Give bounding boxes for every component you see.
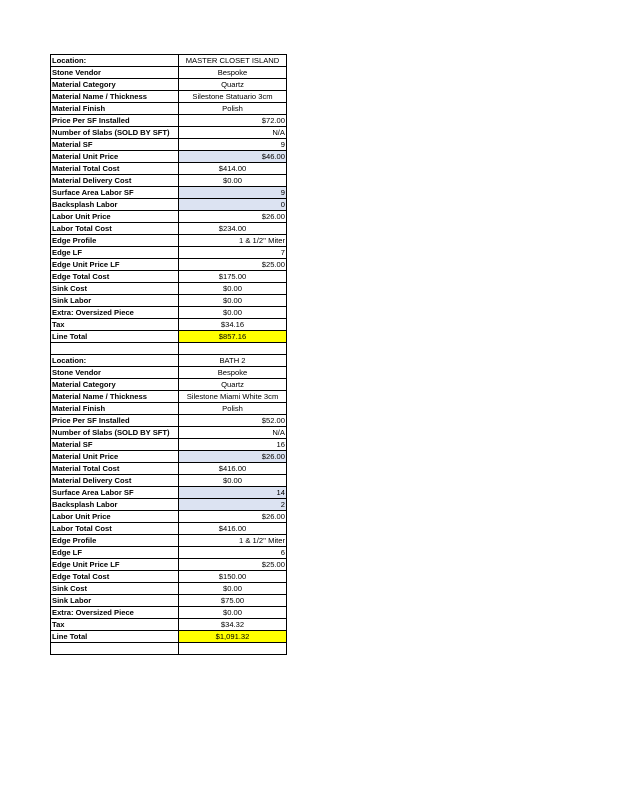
row-value: $26.00: [179, 211, 287, 223]
table-row: [51, 379, 287, 391]
table-row: [51, 571, 287, 583]
row-label: Material Total Cost: [51, 463, 179, 475]
table-row: [51, 223, 287, 235]
row-value: $0.00: [179, 475, 287, 487]
table-row: [51, 511, 287, 523]
table-row: [51, 595, 287, 607]
row-value: 9: [179, 187, 287, 199]
line-total-value: $857.16: [179, 331, 287, 343]
table-row: [51, 607, 287, 619]
row-value: $26.00: [179, 451, 287, 463]
row-value: $25.00: [179, 559, 287, 571]
row-label: Material Delivery Cost: [51, 175, 179, 187]
table-row: [51, 235, 287, 247]
row-value: 9: [179, 139, 287, 151]
table-row: [51, 619, 287, 631]
row-value: $0.00: [179, 175, 287, 187]
row-value: MASTER CLOSET ISLAND: [179, 55, 287, 67]
row-label: Line Total: [51, 331, 179, 343]
table-row: [51, 487, 287, 499]
table-row: [51, 475, 287, 487]
row-value: N/A: [179, 127, 287, 139]
table-row: [51, 247, 287, 259]
row-value: 16: [179, 439, 287, 451]
row-value: $175.00: [179, 271, 287, 283]
row-value: 1 & 1/2'' Miter: [179, 235, 287, 247]
row-value: $72.00: [179, 115, 287, 127]
row-label: Material Finish: [51, 103, 179, 115]
row-label: Material Category: [51, 79, 179, 91]
row-value: BATH 2: [179, 355, 287, 367]
empty-cell: [51, 643, 179, 655]
row-value: Quartz: [179, 379, 287, 391]
row-label: Backsplash Labor: [51, 499, 179, 511]
row-label: Labor Total Cost: [51, 223, 179, 235]
row-label: Surface Area Labor SF: [51, 487, 179, 499]
row-value: N/A: [179, 427, 287, 439]
table-row: [51, 67, 287, 79]
row-label: Material SF: [51, 439, 179, 451]
row-label: Material Total Cost: [51, 163, 179, 175]
row-label: Price Per SF Installed: [51, 415, 179, 427]
row-label: Extra: Oversized Piece: [51, 607, 179, 619]
row-label: Sink Cost: [51, 583, 179, 595]
table-row: [51, 103, 287, 115]
row-label: Line Total: [51, 631, 179, 643]
row-value: $0.00: [179, 283, 287, 295]
row-value: $46.00: [179, 151, 287, 163]
row-label: Edge Total Cost: [51, 571, 179, 583]
row-label: Edge LF: [51, 547, 179, 559]
spacer-row: [51, 643, 287, 655]
row-value: 14: [179, 487, 287, 499]
table-row: [51, 127, 287, 139]
table-row: [51, 175, 287, 187]
row-label: Material Unit Price: [51, 151, 179, 163]
table-row: [51, 403, 287, 415]
row-label: Location:: [51, 355, 179, 367]
table-row: [51, 91, 287, 103]
row-value: 6: [179, 547, 287, 559]
row-label: Labor Total Cost: [51, 523, 179, 535]
row-label: Material Name / Thickness: [51, 391, 179, 403]
table-row: [51, 451, 287, 463]
row-label: Tax: [51, 319, 179, 331]
row-label: Material Unit Price: [51, 451, 179, 463]
row-value: Quartz: [179, 79, 287, 91]
table-row: [51, 271, 287, 283]
table-row: [51, 163, 287, 175]
table-row: [51, 583, 287, 595]
estimate-sheet-body: [51, 55, 287, 655]
row-value: Bespoke: [179, 67, 287, 79]
table-row: [51, 367, 287, 379]
table-row: [51, 415, 287, 427]
row-value: $75.00: [179, 595, 287, 607]
row-label: Tax: [51, 619, 179, 631]
empty-cell: [179, 343, 287, 355]
row-value: $416.00: [179, 463, 287, 475]
row-label: Material Name / Thickness: [51, 91, 179, 103]
row-label: Sink Labor: [51, 595, 179, 607]
row-value: $0.00: [179, 607, 287, 619]
estimate-sheet: [50, 54, 287, 655]
table-row: [51, 427, 287, 439]
table-row: [51, 319, 287, 331]
table-row: [51, 535, 287, 547]
row-value: $414.00: [179, 163, 287, 175]
row-value: $34.32: [179, 619, 287, 631]
row-label: Edge Profile: [51, 535, 179, 547]
row-label: Location:: [51, 55, 179, 67]
table-row: [51, 463, 287, 475]
row-label: Backsplash Labor: [51, 199, 179, 211]
row-value: Polish: [179, 103, 287, 115]
row-value: $0.00: [179, 583, 287, 595]
row-value: $34.16: [179, 319, 287, 331]
row-value: $234.00: [179, 223, 287, 235]
line-total-value: $1,091.32: [179, 631, 287, 643]
row-label: Number of Slabs (SOLD BY SFT): [51, 127, 179, 139]
row-value: 0: [179, 199, 287, 211]
row-label: Edge Unit Price LF: [51, 259, 179, 271]
table-row: [51, 499, 287, 511]
row-value: 1 & 1/2'' Miter: [179, 535, 287, 547]
row-value: $150.00: [179, 571, 287, 583]
table-row: [51, 211, 287, 223]
row-value: 7: [179, 247, 287, 259]
table-row: [51, 631, 287, 643]
table-row: [51, 439, 287, 451]
table-row: [51, 259, 287, 271]
row-label: Stone Vendor: [51, 367, 179, 379]
table-row: [51, 307, 287, 319]
empty-cell: [51, 343, 179, 355]
row-value: Polish: [179, 403, 287, 415]
table-row: [51, 331, 287, 343]
row-label: Material Finish: [51, 403, 179, 415]
row-value: $52.00: [179, 415, 287, 427]
table-row: [51, 199, 287, 211]
row-label: Labor Unit Price: [51, 211, 179, 223]
row-value: $25.00: [179, 259, 287, 271]
spacer-row: [51, 343, 287, 355]
row-label: Material SF: [51, 139, 179, 151]
row-label: Edge Profile: [51, 235, 179, 247]
row-label: Sink Labor: [51, 295, 179, 307]
row-value: Silestone Statuario 3cm: [179, 91, 287, 103]
table-row: [51, 559, 287, 571]
table-row: [51, 55, 287, 67]
row-label: Edge Unit Price LF: [51, 559, 179, 571]
row-value: $26.00: [179, 511, 287, 523]
table-row: [51, 115, 287, 127]
row-value: $416.00: [179, 523, 287, 535]
table-row: [51, 283, 287, 295]
row-label: Extra: Oversized Piece: [51, 307, 179, 319]
row-value: $0.00: [179, 307, 287, 319]
row-value: Bespoke: [179, 367, 287, 379]
row-label: Edge LF: [51, 247, 179, 259]
row-label: Price Per SF Installed: [51, 115, 179, 127]
table-row: [51, 139, 287, 151]
row-label: Edge Total Cost: [51, 271, 179, 283]
row-label: Stone Vendor: [51, 67, 179, 79]
row-value: 2: [179, 499, 287, 511]
empty-cell: [179, 643, 287, 655]
row-label: Material Category: [51, 379, 179, 391]
table-row: [51, 523, 287, 535]
table-row: [51, 295, 287, 307]
table-row: [51, 391, 287, 403]
row-label: Material Delivery Cost: [51, 475, 179, 487]
table-row: [51, 151, 287, 163]
row-value: $0.00: [179, 295, 287, 307]
row-label: Number of Slabs (SOLD BY SFT): [51, 427, 179, 439]
row-label: Sink Cost: [51, 283, 179, 295]
row-value: Silestone Miami White 3cm: [179, 391, 287, 403]
row-label: Labor Unit Price: [51, 511, 179, 523]
table-row: [51, 547, 287, 559]
row-label: Surface Area Labor SF: [51, 187, 179, 199]
table-row: [51, 355, 287, 367]
table-row: [51, 187, 287, 199]
table-row: [51, 79, 287, 91]
